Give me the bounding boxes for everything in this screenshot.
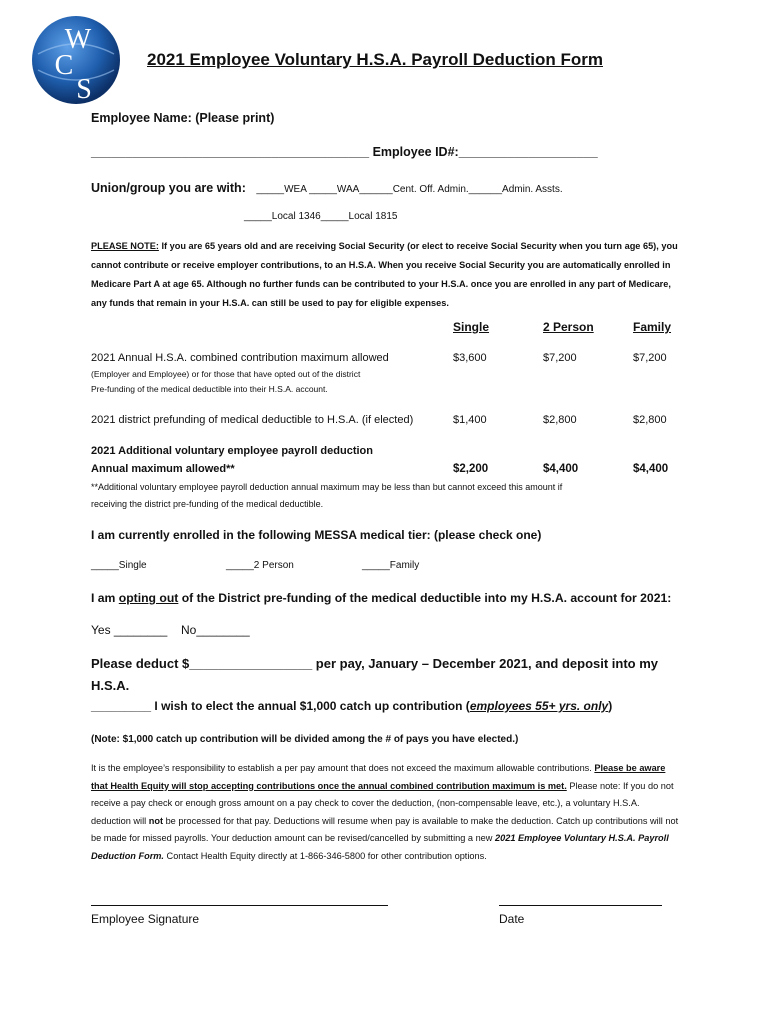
optout-statement (91, 591, 671, 605)
row3-label1: 2021 Additional voluntary employee payroll deduction (91, 445, 373, 457)
signature-line[interactable] (91, 905, 388, 906)
logo-letter-c: C (54, 50, 74, 81)
col-header-family: Family (633, 320, 672, 334)
union-options-row2[interactable]: _____Local 1346_____Local 1815 (244, 211, 398, 222)
resp-part7: Contact Health Equity directly at 1-866-346-5800 for other contribution options. (164, 850, 487, 861)
row2-single: $1,400 (453, 414, 487, 426)
please-note-text: If you are 65 years old and are receiving Social Security (or elect to receive Social Security when you turn age 65), you cannot contribute or receive employer contributions, to an H.S.A. When you receive Social Security you are automatically enrolled in Medicare Part A at age 65. Although no further funds can be contributed to your H.S.A. once you are enrolled in any part of Medicare, any funds that remain in your H.S.A. can still be used to pay for eligible expenses. (91, 241, 678, 308)
resp-part5: be processed for that pay. Deductions will resume when pay is available to make the deduction. Catch up contributions will not be made for missed payrolls. Your deduction amount can be revised/cancelled by submitting a new (91, 815, 679, 843)
row3-2-person: $4,400 (543, 463, 579, 475)
please-note-label: PLEASE NOTE: (91, 241, 159, 251)
employee-id-label: Employee ID#: (372, 145, 459, 159)
catchup-emphasis: employees 55+ yrs. only (469, 699, 609, 713)
employee-name-blank: ________________________________________ (91, 145, 370, 159)
union-row (91, 179, 563, 197)
row1-label: 2021 Annual H.S.A. combined contribution maximum allowed (91, 352, 389, 364)
employee-name-label: Employee Name: (Please print) (91, 111, 275, 125)
col-header-single: Single (453, 320, 490, 334)
logo-letter-w: W (64, 24, 92, 55)
date-label: Date (499, 912, 525, 926)
row1-2-person: $7,200 (543, 352, 577, 364)
resp-part4: not (148, 815, 164, 826)
row3-single: $2,200 (453, 463, 489, 475)
row1-family: $7,200 (633, 352, 667, 364)
optout-yes[interactable]: Yes ________ (91, 623, 168, 637)
optout-prefix: I am (91, 591, 119, 605)
date-line[interactable] (499, 905, 662, 906)
signature-label: Employee Signature (91, 912, 200, 926)
logo-letter-s: S (76, 74, 92, 105)
row1-single: $3,600 (453, 352, 487, 364)
catchup-note: (Note: $1,000 catch up contribution will be divided among the # of pays you have elected.) (91, 734, 519, 745)
optout-suffix: of the District pre-funding of the medical deductible into my H.S.A. account for 2021: (178, 591, 672, 605)
resp-part1: It is the employee’s responsibility to establish a per pay amount that does not exceed the maximum allowable contributions. (91, 763, 595, 773)
please-note (91, 237, 681, 313)
employee-name-field[interactable] (91, 145, 598, 159)
deduct-line1[interactable]: Please deduct $_________________ per pay, January – December 2021, and deposit into my (91, 656, 659, 671)
row1-sub1: (Employer and Employee) or for those that have opted out of the district (91, 369, 361, 379)
catchup-blank[interactable]: _________ (91, 699, 152, 713)
row3-label2: Annual maximum allowed** (91, 463, 235, 475)
footnote-line1: **Additional voluntary employee payroll deduction annual maximum may be less than but cannot exceed this amount if (91, 482, 563, 492)
catchup-close: ) (608, 699, 613, 713)
resp-part6: 2021 Employee Voluntary H.S.A. Payroll Deduction Form. (91, 833, 669, 861)
deduct-line2: H.S.A. (91, 678, 130, 693)
optout-underlined: opting out (118, 591, 179, 605)
union-label: Union/group you are with: (91, 181, 246, 195)
catchup-row (91, 699, 612, 713)
tier-option-single[interactable]: _____Single (91, 560, 147, 571)
resp-part3: Please note: If you do not receive a pay check or enough gross amount on a pay check to cover the deduction, (non-compensable leave, etc.), a voluntary H.S.A. deduction will (91, 780, 674, 826)
union-options-row1[interactable]: _____WEA _____WAA______Cent. Off. Admin.______Admin. Assts. (256, 184, 563, 195)
row3-family: $4,400 (633, 463, 669, 475)
optout-no[interactable]: No________ (181, 623, 250, 637)
row1-sub2: Pre-funding of the medical deductible into their H.S.A. account. (91, 384, 328, 394)
row2-2-person: $2,800 (543, 414, 577, 426)
tier-question: I am currently enrolled in the following MESSA medical tier: (please check one) (91, 528, 542, 542)
employee-id-blank[interactable]: ____________________ (458, 145, 598, 159)
footnote-line2: receiving the district pre-funding of the medical deductible. (91, 499, 324, 509)
row2-label: 2021 district prefunding of medical deductible to H.S.A. (if elected) (91, 414, 414, 426)
responsibility-paragraph (91, 760, 681, 865)
form-title: 2021 Employee Voluntary H.S.A. Payroll Deduction Form (147, 50, 603, 69)
tier-option-family[interactable]: _____Family (362, 560, 420, 571)
tier-option-2-person[interactable]: _____2 Person (226, 560, 294, 571)
row2-family: $2,800 (633, 414, 667, 426)
catchup-text: I wish to elect the annual $1,000 catch up contribution ( (151, 699, 470, 713)
col-header-2-person: 2 Person (543, 320, 594, 334)
resp-part2: Please be aware that Health Equity will stop accepting contributions once the annual combined contribution maximum is met. (91, 763, 666, 791)
wcs-logo (30, 14, 122, 106)
